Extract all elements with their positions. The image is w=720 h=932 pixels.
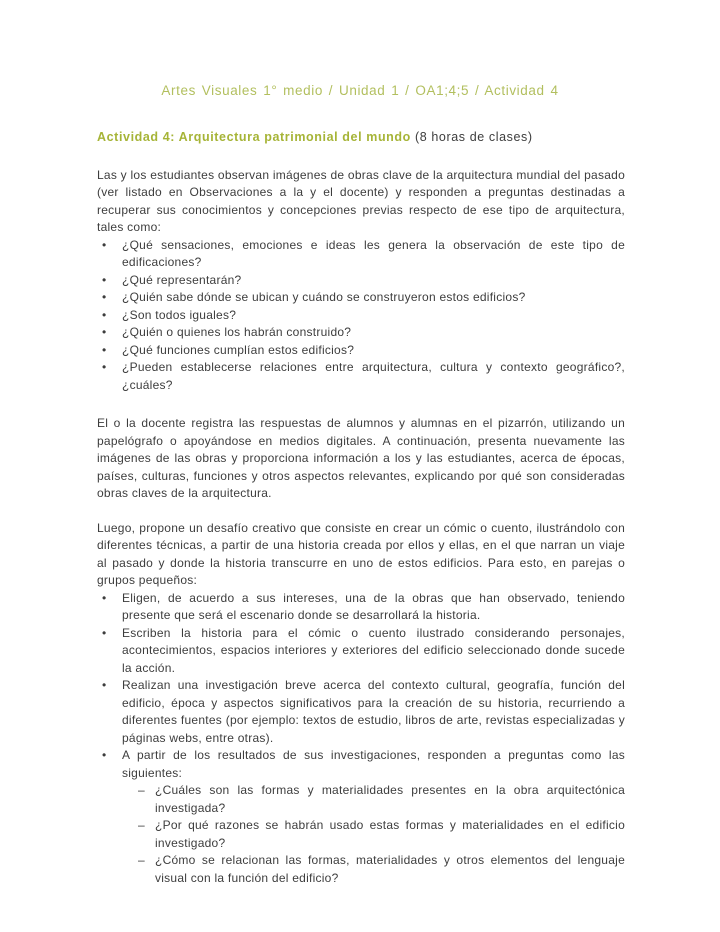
list-item: • ¿Son todos iguales?: [97, 307, 625, 325]
list-item: • ¿Qué representarán?: [97, 272, 625, 290]
spacer: [97, 503, 625, 520]
list-item: • ¿Quién o quienes los habrán construido?: [97, 324, 625, 342]
paragraph-intro: Las y los estudiantes observan imágenes de obras clave de la arquitectura mundial del pasado (ver listado en Observaciones a la y el docente) y responden a preguntas destinadas a recuperar sus conocimientos y concepciones previas respecto de ese tipo de arquitectura, tales como:: [97, 167, 625, 234]
activity-duration: (8 horas de clases): [410, 130, 533, 144]
list-item: • Realizan una investigación breve acerca del contexto cultural, geografía, función del edificio, época y aspectos significativos para la creación de su historia, recurriendo a diferentes fuentes (por ejemplo: textos de estudio, libros de arte, revistas especializadas y páginas webs, entre otras).: [97, 677, 625, 747]
list-item: • ¿Qué sensaciones, emociones e ideas les genera la observación de este tipo de edificaciones?: [97, 237, 625, 272]
document-content: [97, 129, 625, 887]
paragraph-docente: El o la docente registra las respuestas de alumnos y alumnas en el pizarrón, utilizando un papelógrafo o apoyándose en medios digitales. A continuación, presenta nuevamente las imágenes de las obras y proporciona información a los y las estudiantes, acerca de épocas, países, culturas, funciones y otros aspectos relevantes, explicando por qué son consideradas obras claves de la arquitectura.: [97, 416, 625, 500]
list-item: [97, 747, 625, 887]
list-item-text: A partir de los resultados de sus investigaciones, responden a preguntas como las siguientes:: [122, 748, 625, 780]
list-item: • Eligen, de acuerdo a sus intereses, una de la obras que han observado, teniendo presente que será el escenario donde se desarrollará la historia.: [97, 590, 625, 625]
steps-list: [97, 590, 625, 888]
activity-title: Actividad 4: Arquitectura patrimonial del mundo: [97, 130, 411, 144]
list-item: • ¿Quién sabe dónde se ubican y cuándo se construyeron estos edificios?: [97, 289, 625, 307]
questions-list: [97, 237, 625, 395]
list-item: • ¿Qué funciones cumplían estos edificios?: [97, 342, 625, 360]
list-item: • Escriben la historia para el cómic o cuento ilustrado considerando personajes, acontecimientos, espacios interiores y exteriores del edificio seleccionado donde sucede la acción.: [97, 625, 625, 678]
document-breadcrumb-header: Artes Visuales 1° medio / Unidad 1 / OA1;4;5 / Actividad 4: [161, 83, 559, 98]
activity-heading: [97, 129, 625, 147]
sub-list-item: – ¿Cómo se relacionan las formas, materialidades y otros elementos del lenguaje visual con la función del edificio?: [122, 852, 625, 887]
paragraph-desafio: Luego, propone un desafío creativo que consiste en crear un cómic o cuento, ilustrándolo con diferentes técnicas, a partir de una historia creada por ellos y ellas, en el que narran un viaje al pasado y donde la historia transcurre en uno de estos edificios. Para esto, en parejas o grupos pequeños:: [97, 520, 625, 587]
list-item: • ¿Pueden establecerse relaciones entre arquitectura, cultura y contexto geográfico?, ¿cuáles?: [97, 359, 625, 394]
sub-list-item: – ¿Cuáles son las formas y materialidades presentes en la obra arquitectónica investigada?: [122, 782, 625, 817]
sub-list-item: – ¿Por qué razones se habrán usado estas formas y materialidades en el edificio investigado?: [122, 817, 625, 852]
sub-questions-list: [122, 782, 625, 887]
spacer: [97, 394, 625, 415]
